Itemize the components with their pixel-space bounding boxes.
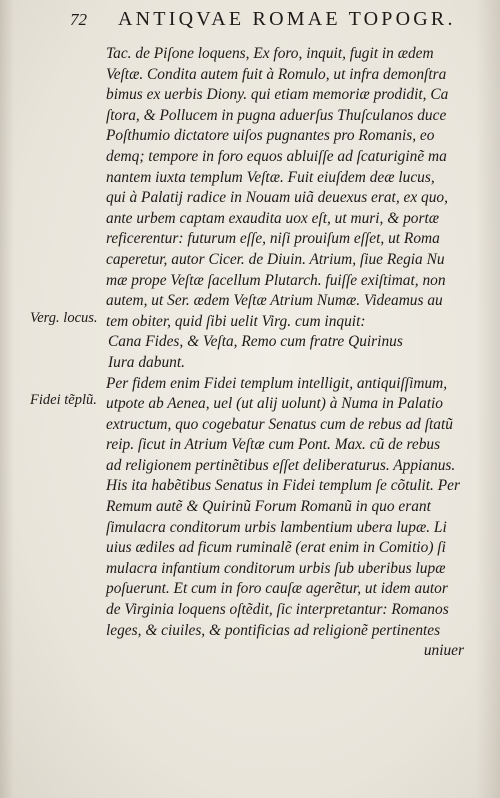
running-head: ANTIQVAE ROMAE TOPOGR. [118, 8, 456, 30]
text-line: ad religionem pertinẽtibus eſſet deliberaturus. Appianus. [106, 456, 456, 474]
text-line: autem, ut Ser. ædem Veſtæ Atrium Numæ. Videamus au [106, 292, 443, 310]
text-line: de Virginia loquens oſtẽdit, ſic interpretantur: Romanos [106, 601, 449, 619]
text-line: ſimulacra conditorum urbis lambentium ubera lupæ. Li [106, 518, 447, 536]
text-line: tem obiter, quid ſibi uelit Virg. cum inquit: [106, 312, 366, 330]
verse-quote-line: Iura dabunt. [108, 353, 185, 371]
text-line: qui à Palatij radice in Nouam uiã deuexus erat, ex quo, [106, 189, 448, 207]
text-line: ſtora, & Pollucem in pugna aduerſus Thuſculanos duce [106, 106, 447, 124]
text-line: demq; tempore in foro equos abluiſſe ad ſcaturiginẽ ma [106, 147, 447, 165]
page-gutter-shadow [0, 0, 14, 798]
page-edge-shadow [476, 0, 500, 798]
margin-note-verg-locus: Verg. locus. [30, 310, 98, 326]
text-line: mulacra infantium conditorum urbis ſub uberibus lupæ [106, 559, 446, 577]
text-line: caperetur, autor Cicer. de Diuin. Atrium, ſiue Regia Nu [106, 250, 445, 268]
text-line: mæ prope Veſtæ ſacellum Plutarch. fuiſſe exiſtimat, non [106, 271, 446, 289]
text-line: nantem iuxta templum Veſtæ. Fuit eiuſdem deæ lucus, [106, 168, 435, 186]
text-line: reip. ſicut in Atrium Veſtæ cum Pont. Max. cũ de rebus [106, 436, 441, 454]
text-line: Poſthumio dictatore uiſos pugnantes pro Romanis, eo [106, 127, 435, 145]
text-line: leges, & ciuiles, & pontificias ad religionẽ pertinentes [106, 621, 441, 639]
page-number: 72 [70, 10, 87, 29]
text-line: bimus ex uerbis Diony. qui etiam memoriæ prodidit, Ca [106, 86, 449, 104]
catchword: uniuer [423, 642, 464, 660]
text-line: reficerentur: futurum eſſe, niſi prouiſum eſſet, ut Roma [106, 230, 440, 248]
text-line: Per fidem enim Fidei templum intelligit, antiquiſſimum, [106, 374, 448, 392]
text-line: Veſtæ. Condita autem fuit à Romulo, ut infra demonſtra [106, 65, 447, 83]
text-line: extructum, quo cogebatur Senatus cum de rebus ad ſtatũ [106, 415, 453, 433]
margin-note-fidei-templum: Fidei tẽplũ. [30, 392, 97, 408]
text-line: His ita habẽtibus Senatus in Fidei templum ſe cõtulit. Per [106, 477, 460, 495]
text-line: Remum autẽ & Quirinũ Forum Romanũ in quo erant [106, 498, 431, 516]
text-line: ante urbem captam exaudita uox eſt, ut muri, & portæ [106, 209, 439, 227]
text-line: poſuerunt. Et cum in foro cauſæ agerẽtur, ut idem autor [106, 580, 448, 598]
page-header [0, 6, 500, 36]
verse-quote-line: Cana Fides, & Veſta, Remo cum fratre Quirinus [108, 333, 403, 351]
text-line: utpote ab Aenea, uel (ut alij uolunt) à Numa in Palatio [106, 395, 443, 413]
text-line: Tac. de Piſone loquens, Ex foro, inquit, fugit in ædem [106, 45, 434, 62]
body-text [106, 44, 464, 662]
text-line: uius ædiles ad ficum ruminalẽ (erat enim in Comitio) ſi [106, 539, 446, 557]
